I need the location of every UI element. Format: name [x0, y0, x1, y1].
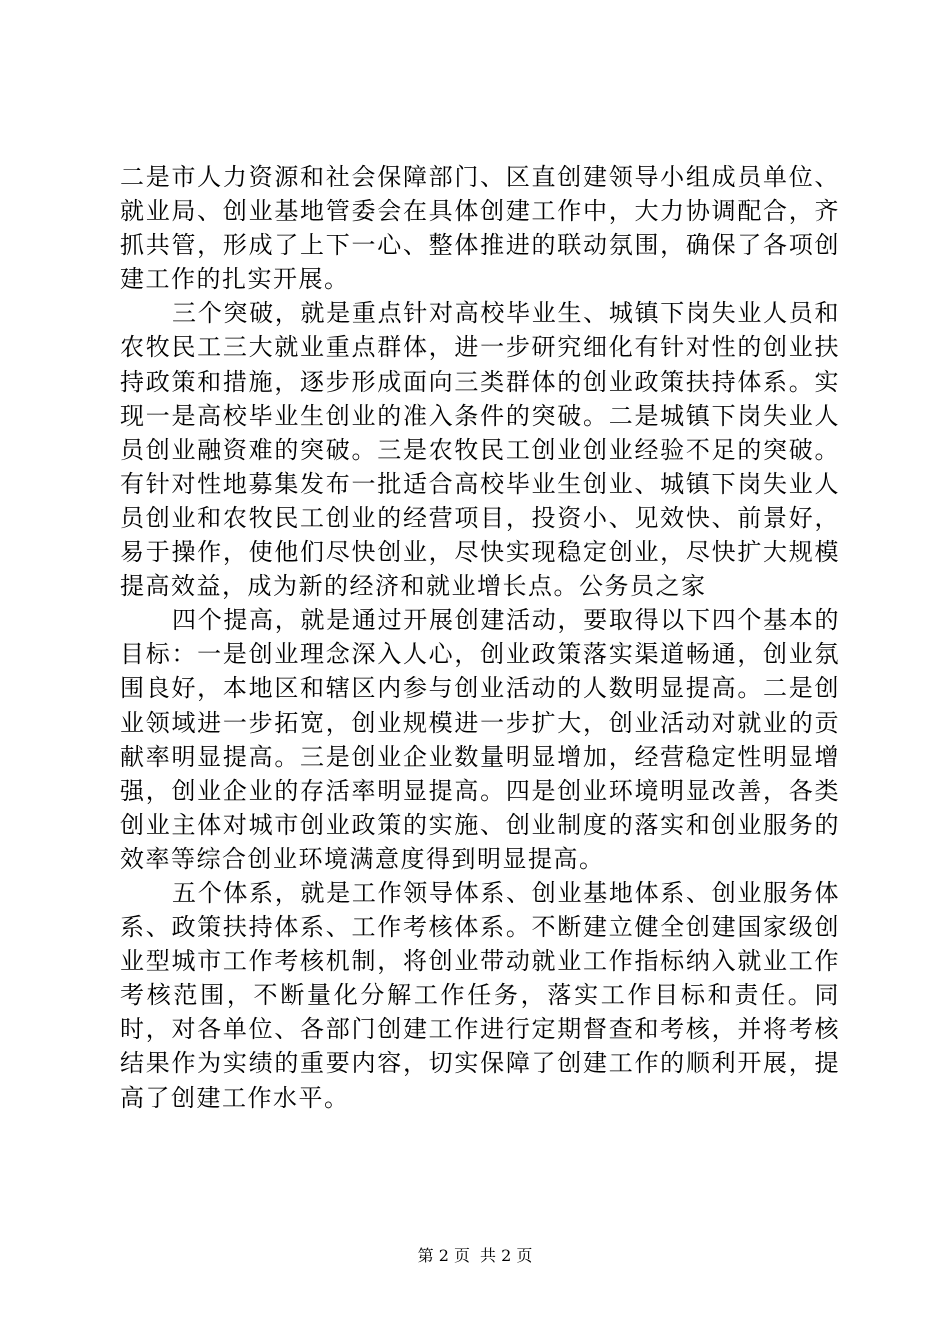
page-number: 第 2 页	[417, 1246, 470, 1265]
paragraph-four-improvements: 四个提高，就是通过开展创建活动，要取得以下四个基本的目标：一是创业理念深入人心，创业政策落实渠道畅通，创业氛围良好，本地区和辖区内参与创业活动的人数明显提高。二是创业领域进一步拓宽，创业规模进一步扩大，创业活动对就业的贡献率明显提高。三是创业企业数量明显增加，经营稳定性明显增强，创业企业的存活率明显提高。四是创业环境明显改善，各类创业主体对城市创业政策的实施、创业制度的落实和创业服务的效率等综合创业环境满意度得到明显提高。	[120, 606, 840, 873]
paragraph-five-systems: 五个体系，就是工作领导体系、创业基地体系、创业服务体系、政策扶持体系、工作考核体系。不断建立健全创建国家级创业型城市工作考核机制，将创业带动就业工作指标纳入就业工作考核范围，不断量化分解工作任务，落实工作目标和责任。同时，对各单位、各部门创建工作进行定期督查和考核，并将考核结果作为实绩的重要内容，切实保障了创建工作的顺利开展，提高了创建工作水平。	[120, 878, 840, 1112]
paragraph-continuation: 二是市人力资源和社会保障部门、区直创建领导小组成员单位、就业局、创业基地管委会在具体创建工作中，大力协调配合，齐抓共管，形成了上下一心、整体推进的联动氛围，确保了各项创建工作的扎实开展。	[120, 163, 840, 294]
document-body	[120, 160, 840, 1115]
paragraph-three-breakthroughs: 三个突破，就是重点针对高校毕业生、城镇下岗失业人员和农牧民工三大就业重点群体，进一步研究细化有针对性的创业扶持政策和措施，逐步形成面向三类群体的创业政策扶持体系。实现一是高校毕业生创业的准入条件的突破。二是城镇下岗失业人员创业融资难的突破。三是农牧民工创业创业经验不足的突破。有针对性地募集发布一批适合高校毕业生创业、城镇下岗失业人员创业和农牧民工创业的经营项目，投资小、见效快、前景好，易于操作，使他们尽快创业，尽快实现稳定创业，尽快扩大规模提高效益，成为新的经济和就业增长点。公务员之家	[120, 299, 840, 601]
page-footer	[0, 1246, 950, 1266]
page-total: 共 2 页	[480, 1246, 533, 1265]
